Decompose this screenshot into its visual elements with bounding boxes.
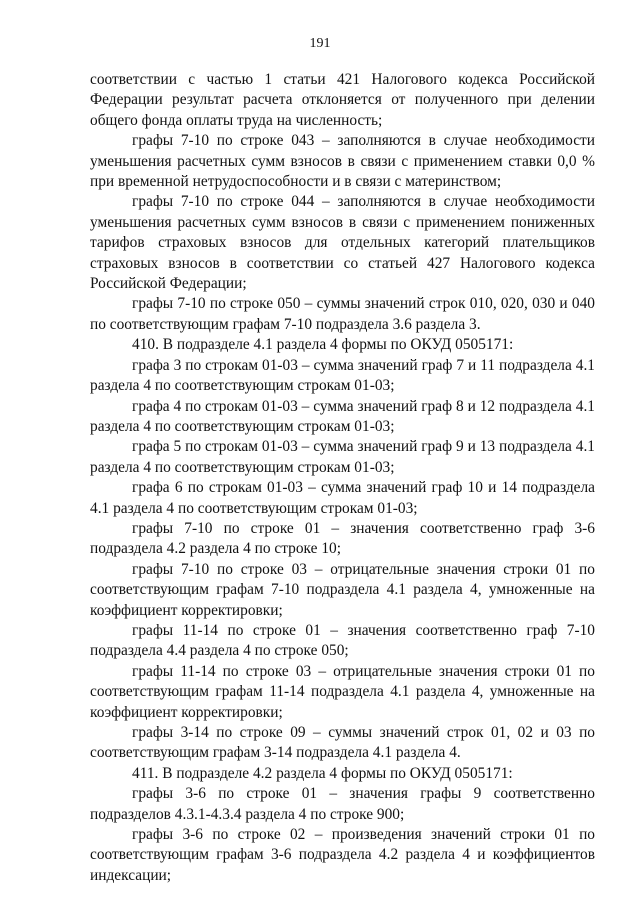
paragraph: графы 7-10 по строке 01 – значения соответственно граф 3-6 подраздела 4.2 раздела 4 по строке 10; [90, 519, 595, 558]
page-number: 191 [309, 36, 331, 51]
paragraph: графы 3-6 по строке 01 – значения графы 9 соответственно подразделов 4.3.1-4.3.4 раздела 4 по строке 900; [90, 785, 595, 823]
paragraph: графы 3-6 по строке 02 – произведения значений строки 01 по соответствующим графам 3-6 подраздела 4.2 раздела 4 и коэффициентов индексации; [90, 826, 595, 884]
paragraph: соответствии с частью 1 статьи 421 Налогового кодекса Российской Федерации результат расчета отклоняется от полученного при делении общего фонда оплаты труда на численность; [90, 71, 595, 129]
paragraph: графа 5 по строкам 01-03 – сумма значений граф 9 и 13 подраздела 4.1 раздела 4 по соответствующим строкам 01-03; [90, 438, 595, 476]
paragraph: графы 7-10 по строке 044 – заполняются в случае необходимости уменьшения расчетных сумм взносов в связи с применением пониженных тарифов страховых взносов для отдельных категорий плательщиков страховых взносов в соответствии со статьей 427 Налогового кодекса Российской Федерации; [90, 193, 595, 293]
paragraph: графы 7-10 по строке 050 – суммы значений строк 010, 020, 030 и 040 по соответствующим графам 7-10 подраздела 3.6 раздела 3. [90, 295, 595, 333]
document-body [90, 70, 595, 886]
paragraph: графы 3-14 по строке 09 – суммы значений строк 01, 02 и 03 по соответствующим графам 3-14 подраздела 4.1 раздела 4. [90, 724, 595, 762]
section-heading: 410. В подразделе 4.1 раздела 4 формы по ОКУД 0505171: [132, 336, 514, 354]
paragraph: графы 11-14 по строке 01 – значения соответственно граф 7-10 подраздела 4.4 раздела 4 по строке 050; [90, 621, 595, 660]
paragraph: графа 4 по строкам 01-03 – сумма значений граф 8 и 12 подраздела 4.1 раздела 4 по соответствующим строкам 01-03; [90, 397, 595, 435]
paragraph: графы 7-10 по строке 043 – заполняются в случае необходимости уменьшения расчетных сумм взносов в связи с применением ставки 0,0 % при временной нетрудоспособности и в связи с материнством; [90, 132, 595, 191]
paragraph: графа 3 по строкам 01-03 – сумма значений граф 7 и 11 подраздела 4.1 раздела 4 по соответствующим строкам 01-03; [90, 356, 595, 395]
paragraph: графы 11-14 по строке 03 – отрицательные значения строки 01 по соответствующим графам 11-14 подраздела 4.1 раздела 4, умноженные на коэффициент корректировки; [90, 662, 595, 721]
paragraph: графа 6 по строкам 01-03 – сумма значений граф 10 и 14 подраздела 4.1 раздела 4 по соответствующим строкам 01-03; [90, 479, 595, 517]
paragraph: графы 7-10 по строке 03 – отрицательные значения строки 01 по соответствующим графам 7-10 подраздела 4.1 раздела 4, умноженные на коэффициент корректировки; [90, 560, 595, 619]
section-heading: 411. В подразделе 4.2 раздела 4 формы по ОКУД 0505171: [132, 764, 513, 782]
